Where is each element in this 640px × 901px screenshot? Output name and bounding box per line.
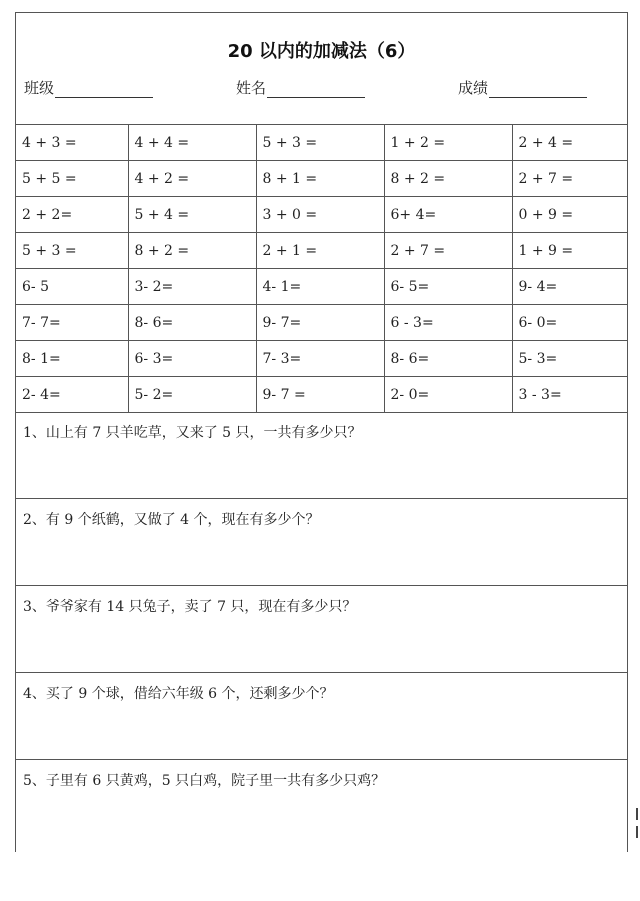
word-problem-text: 5、子里有 6 只黄鸡，5 只白鸡，院子里一共有多少只鸡？: [23, 773, 386, 789]
exercise-cell: 6- 5=: [384, 269, 512, 305]
word-problem: [16, 500, 627, 586]
exercise-cell: 8 + 2 =: [128, 233, 256, 269]
margin-mark: [636, 826, 638, 838]
score-field: [458, 77, 587, 98]
exercise-cell: 5 + 4 =: [128, 197, 256, 233]
word-problem-text: 2、有 9 个纸鹤，又做了 4 个，现在有多少个？: [23, 512, 320, 528]
exercise-cell: 2 + 4 =: [512, 125, 627, 161]
student-info-row: [16, 77, 627, 99]
score-blank[interactable]: [489, 81, 587, 98]
exercise-cell: 9- 4=: [512, 269, 627, 305]
exercise-cell: 6+ 4=: [384, 197, 512, 233]
name-label: 姓名: [236, 79, 267, 97]
exercise-cell: 6- 0=: [512, 305, 627, 341]
exercise-cell: 0 + 9 =: [512, 197, 627, 233]
word-problem: [16, 587, 627, 673]
exercise-cell: 8 + 2 =: [384, 161, 512, 197]
exercise-cell: 3 + 0 =: [256, 197, 384, 233]
exercise-row: [16, 233, 627, 269]
word-problem: [16, 761, 627, 901]
word-problem-text: 4、买了 9 个球，借给六年级 6 个，还剩多少个？: [23, 686, 334, 702]
exercise-cell: 5 + 3 =: [256, 125, 384, 161]
score-label: 成绩: [458, 79, 489, 97]
exercise-cell: 4 + 3 =: [16, 125, 128, 161]
exercise-cell: 4- 1=: [256, 269, 384, 305]
exercise-row: [16, 305, 627, 341]
class-blank[interactable]: [55, 81, 153, 98]
exercise-row: [16, 197, 627, 233]
exercise-row: [16, 125, 627, 161]
word-problem: [16, 413, 627, 499]
exercise-cell: 6- 5: [16, 269, 128, 305]
margin-mark: [636, 808, 638, 820]
exercise-cell: 4 + 4 =: [128, 125, 256, 161]
exercise-cell: 1 + 9 =: [512, 233, 627, 269]
exercise-row: [16, 377, 627, 413]
exercise-cell: 9- 7 =: [256, 377, 384, 413]
class-field: [24, 77, 153, 98]
exercise-cell: 2 + 1 =: [256, 233, 384, 269]
exercise-cell: 2- 4=: [16, 377, 128, 413]
exercise-cell: 5- 2=: [128, 377, 256, 413]
word-problem-text: 1、山上有 7 只羊吃草，又来了 5 只，一共有多少只？: [23, 425, 362, 441]
exercise-row: [16, 269, 627, 305]
exercise-cell: 9- 7=: [256, 305, 384, 341]
exercise-table: [16, 124, 627, 413]
exercise-cell: 2 + 7 =: [512, 161, 627, 197]
exercise-cell: 2 + 2=: [16, 197, 128, 233]
name-field: [236, 77, 365, 98]
word-problem-text: 3、爷爷家有 14 只兔子，卖了 7 只，现在有多少只？: [23, 599, 357, 615]
exercise-cell: 8- 6=: [384, 341, 512, 377]
exercise-cell: 2 + 7 =: [384, 233, 512, 269]
exercise-cell: 3 - 3=: [512, 377, 627, 413]
exercise-row: [16, 161, 627, 197]
exercise-cell: 8 + 1 =: [256, 161, 384, 197]
exercise-cell: 5 + 5 =: [16, 161, 128, 197]
exercise-cell: 6- 3=: [128, 341, 256, 377]
word-problem: [16, 674, 627, 760]
worksheet: [15, 12, 628, 852]
exercise-cell: 8- 1=: [16, 341, 128, 377]
exercise-cell: 4 + 2 =: [128, 161, 256, 197]
exercise-cell: 7- 7=: [16, 305, 128, 341]
exercise-cell: 5 + 3 =: [16, 233, 128, 269]
exercise-cell: 6 - 3=: [384, 305, 512, 341]
class-label: 班级: [24, 79, 55, 97]
worksheet-title: 20 以内的加减法（6）: [227, 41, 416, 62]
exercise-cell: 8- 6=: [128, 305, 256, 341]
exercise-row: [16, 341, 627, 377]
exercise-cell: 7- 3=: [256, 341, 384, 377]
exercise-cell: 2- 0=: [384, 377, 512, 413]
exercise-cell: 1 + 2 =: [384, 125, 512, 161]
name-blank[interactable]: [267, 81, 365, 98]
exercise-cell: 5- 3=: [512, 341, 627, 377]
exercise-cell: 3- 2=: [128, 269, 256, 305]
